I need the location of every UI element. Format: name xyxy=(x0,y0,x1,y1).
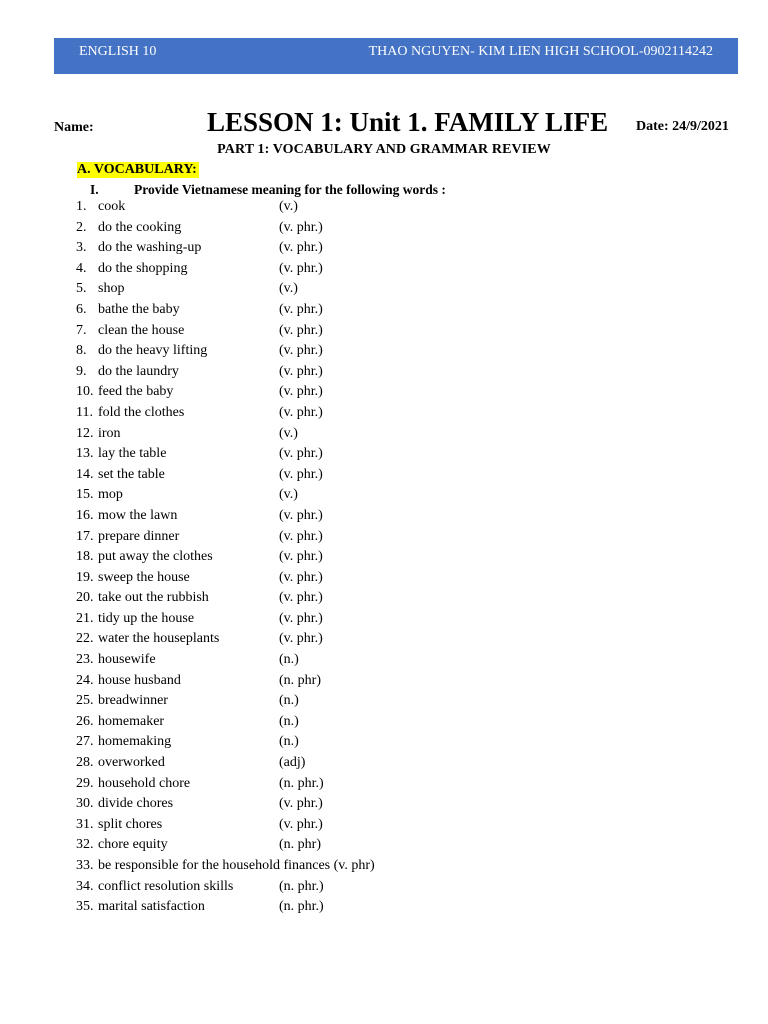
item-part-of-speech: (v. phr.) xyxy=(279,404,323,420)
item-part-of-speech: (v. phr.) xyxy=(279,528,323,544)
item-word: prepare dinner xyxy=(98,528,180,544)
item-part-of-speech: (v. phr.) xyxy=(279,384,323,400)
item-number: 5. xyxy=(76,281,87,297)
item-word: overworked xyxy=(98,755,165,771)
item-number: 32. xyxy=(76,837,94,853)
item-part-of-speech: (v. phr.) xyxy=(279,590,323,606)
item-number: 21. xyxy=(76,610,94,626)
item-number: 30. xyxy=(76,796,94,812)
item-word: breadwinner xyxy=(98,693,168,709)
item-part-of-speech: (v. phr.) xyxy=(279,301,323,317)
item-part-of-speech: (v. phr.) xyxy=(279,322,323,338)
item-number: 1. xyxy=(76,199,87,214)
item-word: mop xyxy=(98,487,123,503)
item-word: marital satisfaction xyxy=(98,899,205,915)
item-part-of-speech: (v. phr.) xyxy=(279,260,323,276)
item-part-of-speech: (n. phr.) xyxy=(279,899,324,915)
item-part-of-speech: (v. phr.) xyxy=(279,466,323,482)
item-number: 29. xyxy=(76,775,94,791)
item-part-of-speech: (v. phr.) xyxy=(279,549,323,565)
item-part-of-speech: (v. phr.) xyxy=(279,219,323,235)
item-number: 14. xyxy=(76,466,94,482)
item-part-of-speech: (n. phr.) xyxy=(279,878,324,894)
item-number: 13. xyxy=(76,446,94,462)
item-word: sweep the house xyxy=(98,569,190,585)
item-number: 35. xyxy=(76,899,94,915)
item-part-of-speech: (adj) xyxy=(279,755,306,771)
item-word: clean the house xyxy=(98,322,185,338)
item-number: 12. xyxy=(76,425,94,441)
item-word: housewife xyxy=(98,652,156,668)
item-part-of-speech: (n. phr) xyxy=(279,672,321,688)
item-word: feed the baby xyxy=(98,384,174,400)
item-word: conflict resolution skills xyxy=(98,878,234,894)
item-part-of-speech: (v. phr.) xyxy=(279,363,323,379)
item-word: do the shopping xyxy=(98,260,188,276)
item-word: set the table xyxy=(98,466,165,482)
item-number: 31. xyxy=(76,816,94,832)
item-number: 3. xyxy=(76,240,87,256)
exercise-instruction xyxy=(90,182,446,198)
item-word: shop xyxy=(98,281,125,297)
item-number: 10. xyxy=(76,384,94,400)
item-word: iron xyxy=(98,425,121,441)
item-number: 17. xyxy=(76,528,94,544)
item-number: 15. xyxy=(76,487,94,503)
item-part-of-speech: (v. phr.) xyxy=(279,816,323,832)
item-number: 33. xyxy=(76,858,94,873)
item-word: bathe the baby xyxy=(98,301,180,317)
item-word: homemaker xyxy=(98,713,165,729)
section-heading-vocabulary: A. VOCABULARY: xyxy=(77,162,197,177)
item-part-of-speech: (v. phr.) xyxy=(279,796,323,812)
item-word: divide chores xyxy=(98,796,174,812)
header-author: THAO NGUYEN- KIM LIEN HIGH SCHOOL-0902114242 xyxy=(368,44,713,59)
item-number: 7. xyxy=(76,322,87,338)
item-part-of-speech: (n.) xyxy=(279,713,299,729)
item-number: 24. xyxy=(76,672,94,688)
item-part-of-speech: (v. phr.) xyxy=(279,569,323,585)
item-word: homemaking xyxy=(98,734,172,750)
item-word: take out the rubbish xyxy=(98,590,209,606)
item-word: tidy up the house xyxy=(98,610,195,626)
exercise-numeral: I. xyxy=(90,182,99,197)
item-word: do the laundry xyxy=(98,363,179,379)
item-part-of-speech: (v.) xyxy=(279,281,298,297)
item-part-of-speech: (v. phr.) xyxy=(279,631,323,647)
item-word: be responsible for the household finances (v. phr) xyxy=(98,858,375,873)
header-subject: ENGLISH 10 xyxy=(79,44,157,59)
item-word: fold the clothes xyxy=(98,404,185,420)
item-number: 26. xyxy=(76,713,94,729)
item-word: lay the table xyxy=(98,446,167,462)
item-number: 2. xyxy=(76,219,87,235)
item-word: do the heavy lifting xyxy=(98,343,208,359)
item-number: 18. xyxy=(76,549,94,565)
item-number: 20. xyxy=(76,590,94,606)
item-number: 6. xyxy=(76,301,87,317)
item-word: do the washing-up xyxy=(98,240,202,256)
item-part-of-speech: (v. phr.) xyxy=(279,343,323,359)
lesson-title: LESSON 1: Unit 1. FAMILY LIFE xyxy=(207,107,609,137)
item-number: 34. xyxy=(76,878,94,894)
item-number: 19. xyxy=(76,569,94,585)
exercise-instruction-text: Provide Vietnamese meaning for the following words : xyxy=(134,182,446,197)
item-part-of-speech: (v.) xyxy=(279,425,298,441)
item-number: 8. xyxy=(76,343,87,359)
part-title: PART 1: VOCABULARY AND GRAMMAR REVIEW xyxy=(217,142,551,157)
item-number: 23. xyxy=(76,652,94,668)
item-word: chore equity xyxy=(98,837,168,853)
item-word: put away the clothes xyxy=(98,549,213,565)
item-part-of-speech: (v. phr.) xyxy=(279,507,323,523)
item-part-of-speech: (n.) xyxy=(279,652,299,668)
item-word: do the cooking xyxy=(98,219,182,235)
item-number: 28. xyxy=(76,755,94,771)
item-part-of-speech: (v. phr.) xyxy=(279,446,323,462)
item-number: 16. xyxy=(76,507,94,523)
item-word: cook xyxy=(98,199,126,214)
item-word: water the houseplants xyxy=(98,631,220,647)
item-part-of-speech: (n. phr) xyxy=(279,837,321,853)
item-part-of-speech: (n.) xyxy=(279,734,299,750)
item-number: 25. xyxy=(76,693,94,709)
item-word: split chores xyxy=(98,816,163,832)
item-number: 27. xyxy=(76,734,94,750)
item-part-of-speech: (v. phr.) xyxy=(279,610,323,626)
item-part-of-speech: (v.) xyxy=(279,199,298,214)
item-word: house husband xyxy=(98,672,181,688)
item-word: household chore xyxy=(98,775,191,791)
item-part-of-speech: (v. phr.) xyxy=(279,240,323,256)
date-label: Date: 24/9/2021 xyxy=(636,119,729,134)
item-number: 11. xyxy=(76,404,93,420)
name-label: Name: xyxy=(54,120,94,135)
item-word: mow the lawn xyxy=(98,507,178,523)
item-part-of-speech: (v.) xyxy=(279,487,298,503)
item-part-of-speech: (n.) xyxy=(279,693,299,709)
item-number: 4. xyxy=(76,260,87,276)
item-number: 9. xyxy=(76,363,87,379)
item-number: 22. xyxy=(76,631,94,647)
document-header xyxy=(54,38,738,74)
item-part-of-speech: (n. phr.) xyxy=(279,775,324,791)
